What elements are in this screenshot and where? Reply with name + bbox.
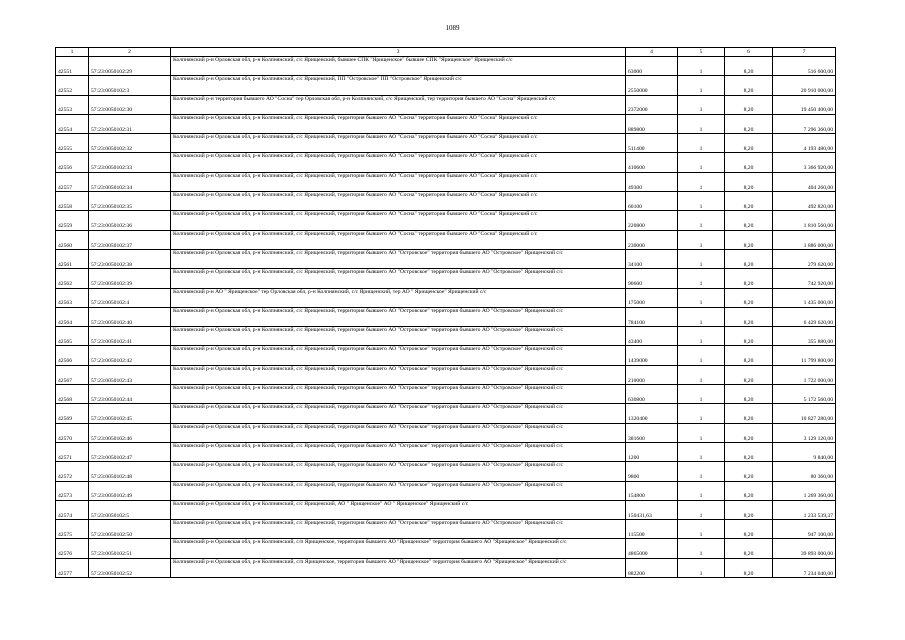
rate-value: 8,20 <box>725 404 773 423</box>
rate-value: 8,20 <box>725 520 773 539</box>
count-value: 1 <box>678 192 725 211</box>
table-body <box>56 48 836 578</box>
cadastral-value: 7 234 040,00 <box>773 558 836 577</box>
table-row <box>56 269 836 288</box>
table-row <box>56 230 836 249</box>
area-value: 220800 <box>626 211 678 230</box>
row-number: 42555 <box>56 134 89 153</box>
cadastral-value: 1 886 000,00 <box>773 230 836 249</box>
area-value: 9800 <box>626 462 678 481</box>
address: Колпнянский р-н Орловская обл, р-н Колпнянский, с/п Ярищенское, территория бывшего АО "Ярищенское" территория бывшего АО "Ярищенское" Ярищенский с/с <box>171 539 626 558</box>
address: Колпнянский р-н Орловская обл, р-н Колпнянский, с/с Ярищенский, территория бывшего АО "Сосна" территория бывшего АО "Сосна" Ярищенский с/с <box>171 134 626 153</box>
rate-value: 8,20 <box>725 153 773 172</box>
cadastral-number: 57:23:0050102:37 <box>89 230 171 249</box>
row-number: 42554 <box>56 114 89 133</box>
count-value: 1 <box>678 346 725 365</box>
area-value: 2550000 <box>626 76 678 95</box>
cadastral-number: 57:23:0050102:52 <box>89 558 171 577</box>
rate-value: 8,20 <box>725 211 773 230</box>
cadastral-number: 57:23:0050102:43 <box>89 365 171 384</box>
address: Колпнянский р-н Орловская обл, р-н Колпнянский, с/с Ярищенский, территория бывшего АО "Островское" территория бывшего АО "Островское" Ярищенский с/с <box>171 365 626 384</box>
cadastral-number: 57:23:0050102:30 <box>89 95 171 114</box>
count-value: 1 <box>678 57 725 76</box>
column-header: 4 <box>626 48 678 57</box>
count-value: 1 <box>678 307 725 326</box>
cadastral-number: 57:23:0050102:49 <box>89 481 171 500</box>
cadastral-number: 57:23:0050102:42 <box>89 346 171 365</box>
table-row <box>56 153 836 172</box>
table-row <box>56 134 836 153</box>
cadastral-value: 3 129 120,00 <box>773 423 836 442</box>
row-number: 42574 <box>56 500 89 519</box>
cadastral-value: 1 810 560,00 <box>773 211 836 230</box>
cadastral-value: 355 880,00 <box>773 327 836 346</box>
area-value: 1320400 <box>626 404 678 423</box>
address: Колпнянский р-н Орловская обл, р-н Колпнянский, с/с Ярищенский, бывшее СПК "Ярищенское" бывшее СПК "Ярищенское" Ярищенский с/с <box>171 57 626 76</box>
count-value: 1 <box>678 404 725 423</box>
column-header: 2 <box>89 48 171 57</box>
table-row <box>56 404 836 423</box>
cadastral-number: 57:23:0050102:40 <box>89 307 171 326</box>
cadastral-number: 57:23:0050102:48 <box>89 462 171 481</box>
count-value: 1 <box>678 153 725 172</box>
address: Колпнянский р-н Орловская обл, р-н Колпнянский, с/с Ярищенский, территория бывшего АО "Сосна" территория бывшего АО "Сосна" Ярищенский с/с <box>171 230 626 249</box>
cadastral-value: 20 910 000,00 <box>773 76 836 95</box>
address: Колпнянский р-н Орловская обл, р-н Колпнянский, с/с Ярищенский, территория бывшего АО "Сосна" территория бывшего АО "Сосна" Ярищенский с/с <box>171 192 626 211</box>
row-number: 42576 <box>56 539 89 558</box>
cadastral-number: 57:23:0050102:44 <box>89 385 171 404</box>
rate-value: 8,20 <box>725 134 773 153</box>
row-number: 42563 <box>56 288 89 307</box>
count-value: 1 <box>678 558 725 577</box>
cadastral-value: 4 193 480,00 <box>773 134 836 153</box>
cadastral-number: 57:23:0050102:5 <box>89 500 171 519</box>
count-value: 1 <box>678 211 725 230</box>
table-row <box>56 462 836 481</box>
address: Колпнянский р-н Орловская обл, р-н Колпнянский, с/с Ярищенский, ПП "Островское" ПП "Островское" Ярищенский с/с <box>171 76 626 95</box>
rate-value: 8,20 <box>725 249 773 268</box>
area-value: 889800 <box>626 114 678 133</box>
page-number: 1089 <box>445 24 460 32</box>
cadastral-value: 3 366 920,00 <box>773 153 836 172</box>
area-value: 882200 <box>626 558 678 577</box>
rate-value: 8,20 <box>725 500 773 519</box>
cadastral-number: 57:23:0050102:39 <box>89 269 171 288</box>
cadastral-value: 516 600,00 <box>773 57 836 76</box>
cadastral-number: 57:23:0050102:51 <box>89 539 171 558</box>
count-value: 1 <box>678 385 725 404</box>
table-row <box>56 520 836 539</box>
cadastral-number: 57:23:0050102:29 <box>89 57 171 76</box>
rate-value: 8,20 <box>725 288 773 307</box>
table-row <box>56 76 836 95</box>
address: Колпнянский р-н Орловская обл, р-н Колпнянский, с/с Ярищенский, территория бывшего АО "Островское" территория бывшего АО "Островское" Ярищенский с/с <box>171 481 626 500</box>
area-value: 150431,63 <box>626 500 678 519</box>
area-value: 230000 <box>626 230 678 249</box>
count-value: 1 <box>678 230 725 249</box>
header-row <box>56 48 836 57</box>
address: Колпнянский р-н Орловская обл, р-н Колпнянский, с/с Ярищенский, территория бывшего АО "Островское" территория бывшего АО "Островское" Ярищенский с/с <box>171 520 626 539</box>
table-row <box>56 211 836 230</box>
area-value: 511400 <box>626 134 678 153</box>
address: Колпнянский р-н Орловская обл, р-н Колпнянский, с/с Ярищенский, территория бывшего АО "Островское" территория бывшего АО "Островское" Ярищенский с/с <box>171 346 626 365</box>
address: Колпнянский р-н Орловская обл, р-н Колпнянский, с/с Ярищенский, территория бывшего АО "Островское" территория бывшего АО "Островское" Ярищенский с/с <box>171 442 626 461</box>
row-number: 42552 <box>56 76 89 95</box>
rate-value: 8,20 <box>725 172 773 191</box>
row-number: 42553 <box>56 95 89 114</box>
column-header: 6 <box>725 48 773 57</box>
cadastral-number: 57:23:0050102:47 <box>89 442 171 461</box>
cadastral-value: 19 450 400,00 <box>773 95 836 114</box>
area-value: 630800 <box>626 385 678 404</box>
area-value: 2372000 <box>626 95 678 114</box>
column-header: 7 <box>773 48 836 57</box>
rate-value: 8,20 <box>725 423 773 442</box>
count-value: 1 <box>678 423 725 442</box>
cadastral-value: 1 722 000,00 <box>773 365 836 384</box>
cadastral-value: 1 233 539,37 <box>773 500 836 519</box>
cadastral-number: 57:23:0050102:46 <box>89 423 171 442</box>
cadastral-value-table <box>55 47 836 578</box>
cadastral-number: 57:23:0050102:35 <box>89 192 171 211</box>
column-header: 5 <box>678 48 725 57</box>
row-number: 42572 <box>56 462 89 481</box>
count-value: 1 <box>678 327 725 346</box>
area-value: 1200 <box>626 442 678 461</box>
area-value: 4865000 <box>626 539 678 558</box>
cadastral-number: 57:23:0050102:41 <box>89 327 171 346</box>
cadastral-number: 57:23:0050102:34 <box>89 172 171 191</box>
table-row <box>56 307 836 326</box>
table-row <box>56 481 836 500</box>
table-row <box>56 346 836 365</box>
cadastral-number: 57:23:0050102:36 <box>89 211 171 230</box>
table-row <box>56 385 836 404</box>
rate-value: 8,20 <box>725 481 773 500</box>
area-value: 381600 <box>626 423 678 442</box>
count-value: 1 <box>678 365 725 384</box>
address: Колпнянский р-н территория бывшего АО "Сосна" тер Орловская обл, р-н Колпнянский, с/с Ярищенский, тер территория бывшего АО "Сосна" Ярищенский с/с <box>171 95 626 114</box>
area-value: 34100 <box>626 249 678 268</box>
table-row <box>56 365 836 384</box>
address: Колпнянский р-н Орловская обл, р-н Колпнянский, с/с Ярищенский, АО " Ярищенское" АО " Ярищенское" Ярищенский с/с <box>171 500 626 519</box>
count-value: 1 <box>678 500 725 519</box>
row-number: 42569 <box>56 404 89 423</box>
rate-value: 8,20 <box>725 114 773 133</box>
count-value: 1 <box>678 520 725 539</box>
rate-value: 8,20 <box>725 442 773 461</box>
rate-value: 8,20 <box>725 269 773 288</box>
area-value: 154800 <box>626 481 678 500</box>
row-number: 42556 <box>56 153 89 172</box>
address: Колпнянский р-н Орловская обл, р-н Колпнянский, с/с Ярищенский, территория бывшего АО "Островское" территория бывшего АО "Островское" Ярищенский с/с <box>171 249 626 268</box>
rate-value: 8,20 <box>725 192 773 211</box>
row-number: 42559 <box>56 211 89 230</box>
count-value: 1 <box>678 114 725 133</box>
table-row <box>56 423 836 442</box>
cadastral-number: 57:23:0050102:33 <box>89 153 171 172</box>
area-value: 60100 <box>626 192 678 211</box>
column-header: 1 <box>56 48 89 57</box>
cadastral-value: 279 620,00 <box>773 249 836 268</box>
cadastral-value: 742 920,00 <box>773 269 836 288</box>
cadastral-value: 492 820,00 <box>773 192 836 211</box>
address: Колпнянский р-н Орловская обл, р-н Колпнянский, с/с Ярищенский, территория бывшего АО "Островское" территория бывшего АО "Островское" Ярищенский с/с <box>171 404 626 423</box>
count-value: 1 <box>678 269 725 288</box>
count-value: 1 <box>678 481 725 500</box>
row-number: 42567 <box>56 365 89 384</box>
table-row <box>56 192 836 211</box>
row-number: 42561 <box>56 249 89 268</box>
table-row <box>56 288 836 307</box>
row-number: 42564 <box>56 307 89 326</box>
cadastral-value: 39 893 000,00 <box>773 539 836 558</box>
cadastral-number: 57:23:0050102:3 <box>89 76 171 95</box>
address: Колпнянский р-н Орловская обл, р-н Колпнянский, с/п Ярищенское, территория бывшего АО "Ярищенское" территория бывшего АО "Ярищенское" Ярищенский с/с <box>171 558 626 577</box>
table-row <box>56 249 836 268</box>
row-number: 42573 <box>56 481 89 500</box>
cadastral-value: 80 360,00 <box>773 462 836 481</box>
row-number: 42566 <box>56 346 89 365</box>
rate-value: 8,20 <box>725 365 773 384</box>
cadastral-value: 6 429 620,00 <box>773 307 836 326</box>
row-number: 42560 <box>56 230 89 249</box>
address: Колпнянский р-н Орловская обл, р-н Колпнянский, с/с Ярищенский, территория бывшего АО "Островское" территория бывшего АО "Островское" Ярищенский с/с <box>171 423 626 442</box>
rate-value: 8,20 <box>725 539 773 558</box>
count-value: 1 <box>678 288 725 307</box>
address: Колпнянский р-н Орловская обл, р-н Колпнянский, с/с Ярищенский, территория бывшего АО "Сосна" территория бывшего АО "Сосна" Ярищенский с/с <box>171 211 626 230</box>
count-value: 1 <box>678 249 725 268</box>
cadastral-value: 1 269 360,00 <box>773 481 836 500</box>
table-row <box>56 172 836 191</box>
cadastral-value: 11 799 800,00 <box>773 346 836 365</box>
area-value: 210000 <box>626 365 678 384</box>
cadastral-number: 57:23:0050102:38 <box>89 249 171 268</box>
row-number: 42575 <box>56 520 89 539</box>
table-row <box>56 442 836 461</box>
rate-value: 8,20 <box>725 76 773 95</box>
cadastral-number: 57:23:0050102:50 <box>89 520 171 539</box>
area-value: 175000 <box>626 288 678 307</box>
table-row <box>56 57 836 76</box>
table-row <box>56 539 836 558</box>
rate-value: 8,20 <box>725 230 773 249</box>
row-number: 42551 <box>56 57 89 76</box>
row-number: 42557 <box>56 172 89 191</box>
rate-value: 8,20 <box>725 462 773 481</box>
rate-value: 8,20 <box>725 346 773 365</box>
cadastral-number: 57:23:0050102:4 <box>89 288 171 307</box>
area-value: 90600 <box>626 269 678 288</box>
cadastral-number: 57:23:0050102:32 <box>89 134 171 153</box>
address: Колпнянский р-н АО " Ярищенское" тер Орловская обл, р-н Колпнянский, с/с Ярищенский, тер АО " Ярищенское" Ярищенский с/с <box>171 288 626 307</box>
table-row <box>56 558 836 577</box>
cadastral-value: 1 435 000,00 <box>773 288 836 307</box>
area-value: 784100 <box>626 307 678 326</box>
count-value: 1 <box>678 76 725 95</box>
row-number: 42571 <box>56 442 89 461</box>
count-value: 1 <box>678 539 725 558</box>
rate-value: 8,20 <box>725 57 773 76</box>
address: Колпнянский р-н Орловская обл, р-н Колпнянский, с/с Ярищенский, территория бывшего АО "Островское" территория бывшего АО "Островское" Ярищенский с/с <box>171 385 626 404</box>
area-value: 115500 <box>626 520 678 539</box>
table-row <box>56 95 836 114</box>
row-number: 42577 <box>56 558 89 577</box>
count-value: 1 <box>678 134 725 153</box>
area-value: 49300 <box>626 172 678 191</box>
cadastral-value: 7 296 360,00 <box>773 114 836 133</box>
rate-value: 8,20 <box>725 558 773 577</box>
cadastral-value: 404 260,00 <box>773 172 836 191</box>
count-value: 1 <box>678 95 725 114</box>
area-value: 1439000 <box>626 346 678 365</box>
cadastral-value: 10 827 280,00 <box>773 404 836 423</box>
table-row <box>56 114 836 133</box>
rate-value: 8,20 <box>725 327 773 346</box>
row-number: 42570 <box>56 423 89 442</box>
address: Колпнянский р-н Орловская обл, р-н Колпнянский, с/с Ярищенский, территория бывшего АО "Островское" территория бывшего АО "Островское" Ярищенский с/с <box>171 327 626 346</box>
row-number: 42568 <box>56 385 89 404</box>
count-value: 1 <box>678 442 725 461</box>
rate-value: 8,20 <box>725 385 773 404</box>
address: Колпнянский р-н Орловская обл, р-н Колпнянский, с/с Ярищенский, территория бывшего АО "Сосна" территория бывшего АО "Сосна" Ярищенский с/с <box>171 172 626 191</box>
address: Колпнянский р-н Орловская обл, р-н Колпнянский, с/с Ярищенский, территория бывшего АО "Островское" территория бывшего АО "Островское" Ярищенский с/с <box>171 307 626 326</box>
area-value: 63000 <box>626 57 678 76</box>
cadastral-number: 57:23:0050102:45 <box>89 404 171 423</box>
column-header: 3 <box>171 48 626 57</box>
table-row <box>56 327 836 346</box>
address: Колпнянский р-н Орловская обл, р-н Колпнянский, с/с Ярищенский, территория бывшего АО "Сосна" территория бывшего АО "Сосна" Ярищенский с/с <box>171 114 626 133</box>
cadastral-value: 947 100,00 <box>773 520 836 539</box>
row-number: 42565 <box>56 327 89 346</box>
cadastral-number: 57:23:0050102:31 <box>89 114 171 133</box>
area-value: 410600 <box>626 153 678 172</box>
count-value: 1 <box>678 172 725 191</box>
address: Колпнянский р-н Орловская обл, р-н Колпнянский, с/с Ярищенский, территория бывшего АО "Сосна" территория бывшего АО "Сосна" Ярищенский с/с <box>171 153 626 172</box>
area-value: 43400 <box>626 327 678 346</box>
address: Колпнянский р-н Орловская обл, р-н Колпнянский, с/с Ярищенский, территория бывшего АО "Островское" территория бывшего АО "Островское" Ярищенский с/с <box>171 462 626 481</box>
rate-value: 8,20 <box>725 95 773 114</box>
cadastral-value: 9 840,00 <box>773 442 836 461</box>
count-value: 1 <box>678 462 725 481</box>
address: Колпнянский р-н Орловская обл, р-н Колпнянский, с/с Ярищенский, территория бывшего АО "Островское" территория бывшего АО "Островское" Ярищенский с/с <box>171 269 626 288</box>
row-number: 42558 <box>56 192 89 211</box>
cadastral-value: 5 172 560,00 <box>773 385 836 404</box>
row-number: 42562 <box>56 269 89 288</box>
table-row <box>56 500 836 519</box>
rate-value: 8,20 <box>725 307 773 326</box>
